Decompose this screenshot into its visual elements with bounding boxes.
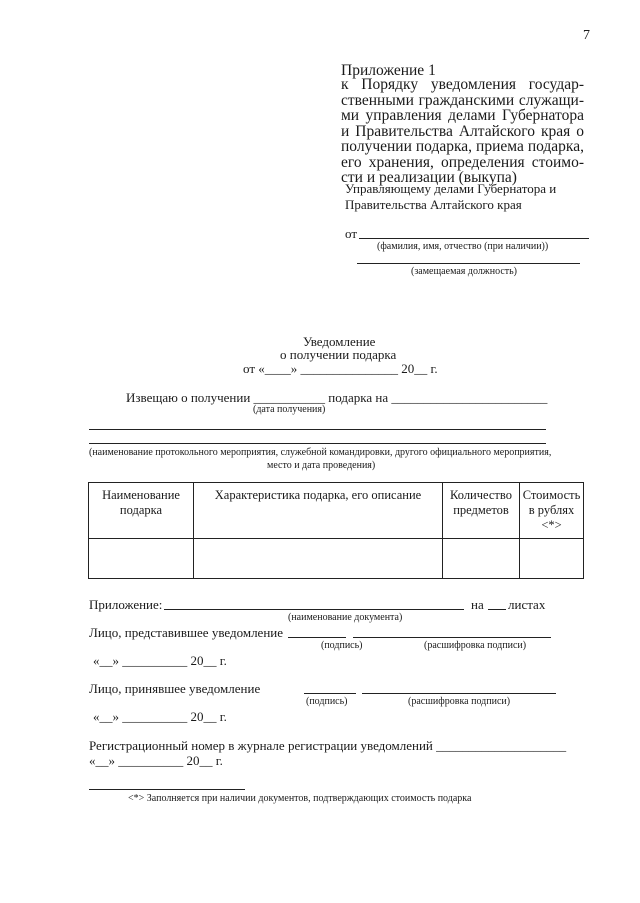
table-header-row [89, 483, 584, 539]
receiver-decode-line [362, 693, 556, 694]
notice-subtitle: о получении подарка [280, 347, 397, 362]
event-line-1 [89, 429, 546, 430]
submitter-signature-caption: (подпись) [321, 640, 363, 651]
document-caption: (наименование документа) [288, 612, 403, 623]
fio-caption: (фамилия, имя, отчество (при наличии)) [377, 241, 549, 252]
receiver-label: Лицо, принявшее уведомление [89, 681, 261, 696]
event-caption-1: (наименование протокольного мероприятия, служебной командировки, другого официального мероприятия, [89, 447, 552, 458]
attachment-sheets-prefix: на [471, 597, 484, 612]
attachment-document-line [164, 609, 464, 610]
header-cost: Стоимость в рублях <*> [520, 483, 584, 539]
submitter-date: «__» __________ 20__ г. [93, 653, 227, 668]
position-caption: (замещаемая должность) [411, 266, 518, 277]
addressee-line-2: Правительства Алтайского края [345, 197, 522, 212]
table-cell[interactable] [194, 539, 443, 579]
annex-body: к Порядку уведомления государ-ственными гражданскими служащи-ми управления делами Губернатора и Правительства Алтайского края о получении подарка, приема подарка, его хранения, определения стоимо-сти и реализации (выкупа) [341, 76, 584, 186]
receiver-decode-caption: (расшифровка подписи) [408, 696, 511, 707]
attachment-sheets-suffix: листах [508, 597, 546, 612]
table-cell[interactable] [89, 539, 194, 579]
page-number: 7 [583, 28, 590, 43]
submitter-signature-line [288, 637, 346, 638]
registration-label: Регистрационный номер в журнале регистрации уведомлений ____________________ [89, 738, 567, 753]
addressee-line-1: Управляющему делами Губернатора и [345, 181, 557, 196]
footnote-separator [89, 789, 245, 790]
header-quantity: Количество предметов [443, 483, 520, 539]
table-cell[interactable] [443, 539, 520, 579]
notice-date-line: от «____» _______________ 20__ г. [243, 361, 438, 376]
receiver-date: «__» __________ 20__ г. [93, 709, 227, 724]
from-prefix: от [345, 226, 358, 241]
event-line-2 [89, 443, 546, 444]
header-gift-name: Наименование подарка [89, 483, 194, 539]
receiver-signature-line [304, 693, 356, 694]
header-gift-description: Характеристика подарка, его описание [194, 483, 443, 539]
attachment-label: Приложение: [89, 597, 163, 612]
attachment-sheets-line [488, 609, 506, 610]
submitter-decode-caption: (расшифровка подписи) [424, 640, 527, 651]
submitter-decode-line [353, 637, 551, 638]
event-caption-2: место и дата проведения) [267, 460, 376, 471]
registration-date: «__» __________ 20__ г. [89, 753, 223, 768]
table-cell[interactable] [520, 539, 584, 579]
annex-heading: Приложение 1 [341, 62, 436, 79]
submitter-label: Лицо, представившее уведомление [89, 625, 284, 640]
date-received-caption: (дата получения) [253, 404, 326, 415]
footnote: <*> Заполняется при наличии документов, подтверждающих стоимость подарка [128, 793, 472, 804]
position-line [357, 263, 580, 264]
fio-line [359, 238, 589, 239]
table-row [89, 539, 584, 579]
notice-title: Уведомление [303, 334, 376, 349]
gifts-table [88, 482, 584, 579]
receiver-signature-caption: (подпись) [306, 696, 348, 707]
inform-line: Извещаю о получении ___________ подарка на ________________________ [126, 390, 548, 405]
